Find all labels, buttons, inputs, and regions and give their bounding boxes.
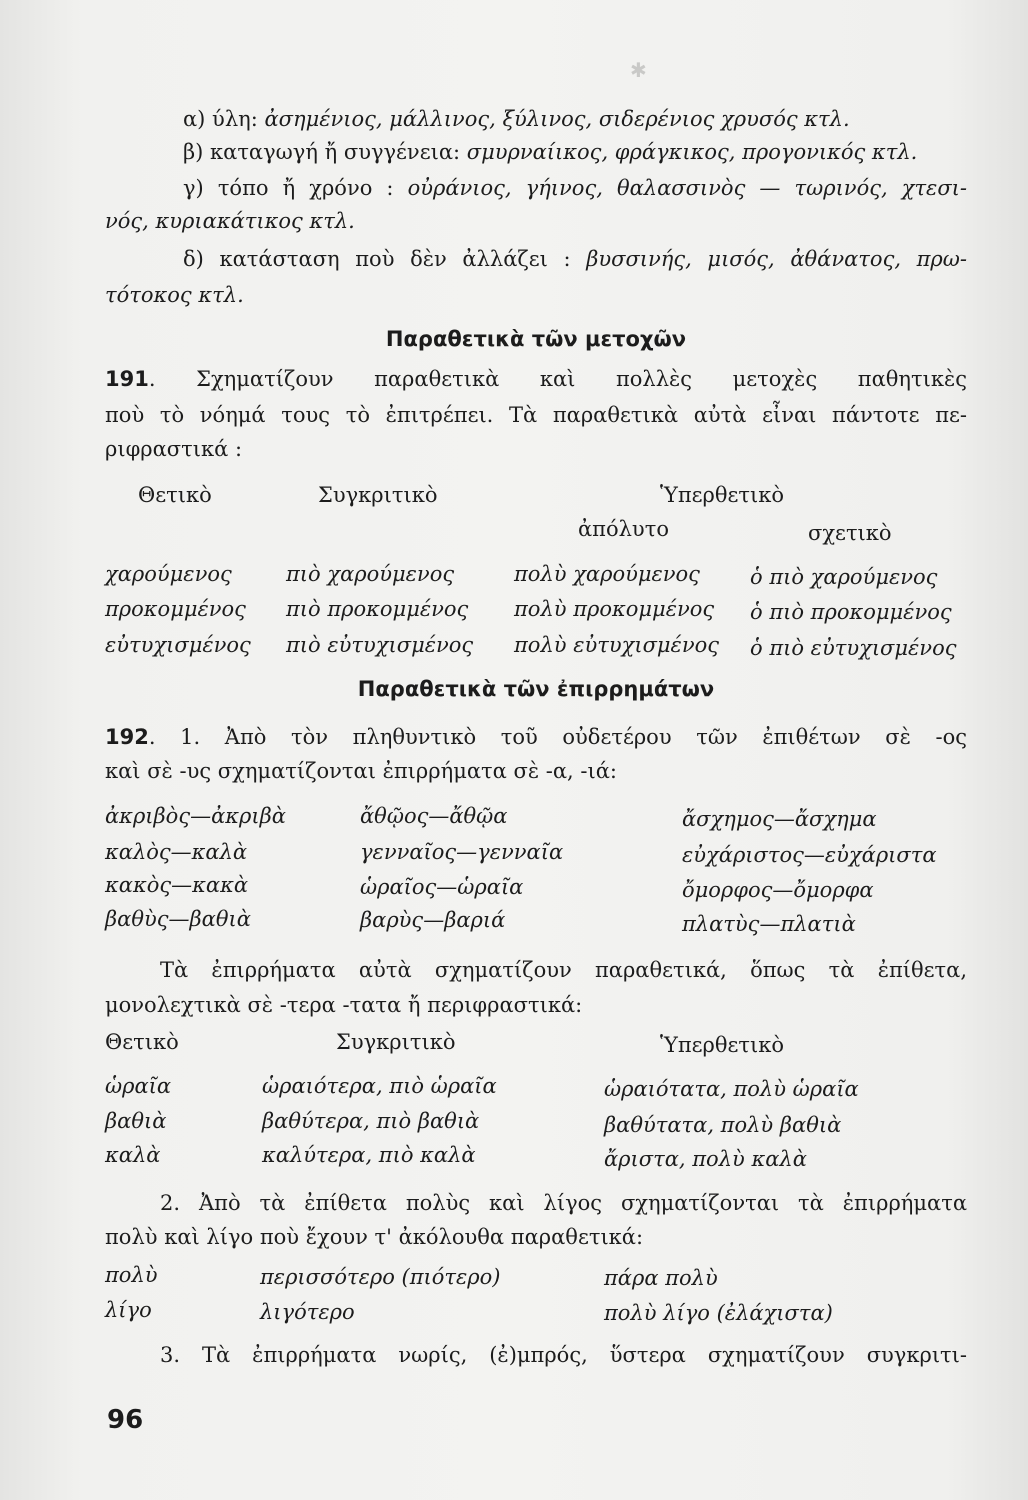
example-cell: καλὸς—καλὰ — [105, 840, 248, 864]
table2-cell: ὡραῖα — [105, 1074, 172, 1098]
table2-cell: βαθύτατα, πολὺ βαθιὰ — [604, 1113, 842, 1137]
example-cell: ὡραῖος—ὡραῖα — [360, 875, 524, 899]
paragraph-192-line-5: 2. Ἀπὸ τὰ ἐπίθετα πολὺς καὶ λίγος σχηματίζονται τὰ ἐπιρρήματα — [160, 1191, 967, 1215]
table-cell: πολὺ εὐτυχισμένος — [514, 633, 719, 657]
table-cell: ὁ πιὸ εὐτυχισμένος — [750, 636, 957, 660]
table2-header-positive: Θετικὸ — [105, 1030, 179, 1054]
table3-cell: λιγότερο — [260, 1300, 355, 1324]
table2-cell: ὡραιότερα, πιὸ ὡραῖα — [262, 1074, 497, 1098]
table3-cell: πολὺ λίγο (ἐλάχιστα) — [604, 1301, 833, 1325]
table-cell: χαρούμενος — [105, 562, 232, 586]
table3-cell: λίγο — [105, 1298, 152, 1322]
table-cell: ὁ πιὸ προκομμένος — [750, 600, 952, 624]
example-cell: βαρὺς—βαριά — [360, 908, 506, 932]
paragraph-192-line-7: 3. Τὰ ἐπιρρήματα νωρίς, (ἐ)μπρός, ὕστερα σχηματίζουν συγκριτι- — [160, 1343, 967, 1367]
paragraph-192-line-3: Τὰ ἐπιρρήματα αὐτὰ σχηματίζουν παραθετικά, ὅπως τὰ ἐπίθετα, — [160, 958, 967, 982]
page-number: 96 — [107, 1405, 144, 1435]
table2-cell: βαθιὰ — [105, 1109, 167, 1133]
table-cell: πιὸ χαρούμενος — [286, 562, 455, 586]
bleed-through-mark: ✱ — [630, 58, 647, 82]
example-cell: πλατὺς—πλατιὰ — [682, 912, 856, 936]
example-cell: ἄθῷος—ἄθῷα — [360, 804, 508, 828]
paragraph-191-line-1: 191. Σχηματίζουν παραθετικὰ καὶ πολλὲς μετοχὲς παθητικὲς — [105, 367, 967, 391]
table2-header-comparative: Συγκριτικὸ — [336, 1030, 456, 1054]
table2-cell: καλύτερα, πιὸ καλὰ — [262, 1143, 476, 1167]
example-cell: εὐχάριστος—εὐχάριστα — [682, 843, 937, 867]
table2-cell: καλὰ — [105, 1143, 161, 1167]
table-cell: πιὸ προκομμένος — [286, 597, 469, 621]
table-cell: πιὸ εὐτυχισμένος — [286, 633, 474, 657]
table2-cell: ἄριστα, πολὺ καλὰ — [604, 1147, 807, 1171]
table2-header-superlative: Ὑπερθετικὸ — [660, 1033, 785, 1057]
table2-cell: ὡραιότατα, πολὺ ὡραῖα — [604, 1077, 859, 1101]
intro-line-6: τότοκος κτλ. — [105, 283, 244, 307]
table-cell: ὁ πιὸ χαρούμενος — [750, 565, 938, 589]
section-heading-adverbs: Παραθετικὰ τῶν ἐπιρρημάτων — [357, 677, 715, 701]
paragraph-number: 191 — [105, 367, 149, 391]
paragraph-192-line-6: πολὺ καὶ λίγο ποὺ ἔχουν τ' ἀκόλουθα παραθετικά: — [105, 1225, 644, 1249]
example-cell: ὄμορφος—ὄμορφα — [682, 878, 874, 902]
example-cell: γενναῖος—γενναῖα — [360, 840, 564, 864]
paragraph-191-line-2: ποὺ τὸ νόημά τους τὸ ἐπιτρέπει. Τὰ παραθετικὰ αὐτὰ εἶναι πάντοτε πε- — [105, 403, 967, 427]
section-heading-participles: Παραθετικὰ τῶν μετοχῶν — [385, 327, 687, 351]
table3-cell: πάρα πολὺ — [604, 1266, 718, 1290]
intro-line-3: γ) τόπο ἤ χρόνο : οὐράνιος, γήινος, θαλασσινὸς — τωρινός, χτεσι- — [183, 176, 967, 200]
paragraph-number: 192 — [105, 725, 149, 749]
table3-cell: περισσότερο (πιότερο) — [260, 1265, 501, 1289]
example-cell: κακὸς—κακὰ — [105, 873, 249, 897]
paragraph-192-line-2: καὶ σὲ -υς σχηματίζονται ἐπιρρήματα σὲ -α, -ιά: — [105, 759, 617, 783]
example-cell: ἄσχημος—ἄσχημα — [682, 807, 877, 831]
intro-line-1: α) ύλη: ἀσημένιος, μάλλινος, ξύλινος, σιδερένιος χρυσός κτλ. — [183, 107, 850, 131]
paragraph-192-line-4: μονολεχτικὰ σὲ -τερα -τατα ἤ περιφραστικά: — [105, 993, 583, 1017]
intro-line-2: β) καταγωγή ἤ συγγένεια: σμυρναίικος, φράγκικος, προγονικός κτλ. — [183, 140, 918, 164]
table-cell: εὐτυχισμένος — [105, 633, 251, 657]
example-cell: βαθὺς—βαθιὰ — [105, 907, 251, 931]
table-cell: πολὺ χαρούμενος — [514, 562, 700, 586]
table-cell: πολὺ προκομμένος — [514, 597, 715, 621]
table-subheader-absolute: ἀπόλυτο — [578, 517, 669, 541]
table3-cell: πολὺ — [105, 1263, 158, 1287]
table-header-superlative: Ὑπερθετικὸ — [660, 483, 785, 507]
table-cell: προκομμένος — [105, 597, 246, 621]
table-header-positive: Θετικὸ — [138, 483, 212, 507]
table2-cell: βαθύτερα, πιὸ βαθιὰ — [262, 1109, 480, 1133]
paragraph-192-line-1: 192. 1. Ἀπὸ τὸν πληθυντικὸ τοῦ οὐδετέρου τῶν ἐπιθέτων σὲ -ος — [105, 725, 967, 749]
table-subheader-relative: σχετικὸ — [808, 521, 892, 545]
table-header-comparative: Συγκριτικὸ — [318, 483, 438, 507]
intro-line-5: δ) κατάσταση ποὺ δὲν ἀλλάζει : βυσσινής, μισός, ἀθάνατος, πρω- — [183, 247, 967, 271]
paragraph-191-line-3: ριφραστικά : — [105, 437, 243, 461]
example-cell: ἀκριβὸς—ἀκριβὰ — [105, 804, 286, 828]
intro-line-4: νός, κυριακάτικος κτλ. — [105, 209, 355, 233]
